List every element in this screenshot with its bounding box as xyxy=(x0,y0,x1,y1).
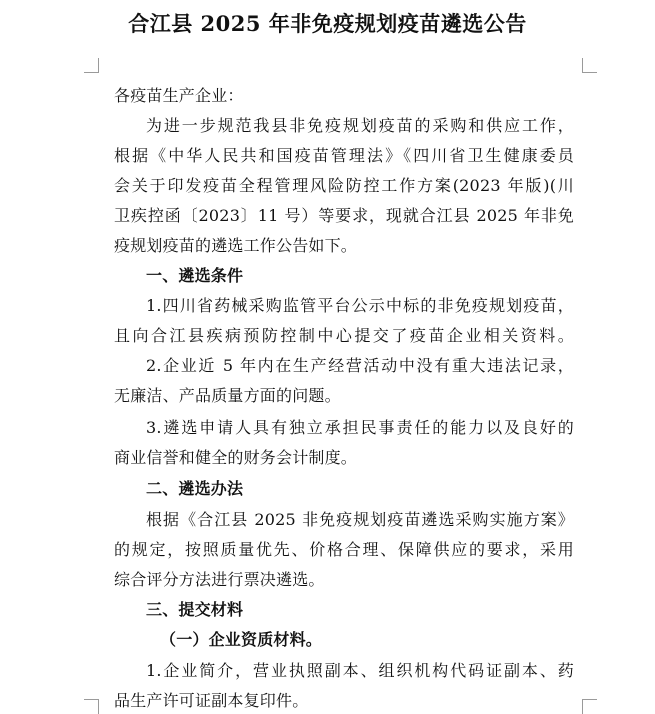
margin-corner-top-left xyxy=(84,58,99,73)
margin-corner-top-right xyxy=(582,58,597,73)
document-title: 合江县 2025 年非免疫规划疫苗遴选公告 xyxy=(128,11,527,36)
body-line: 根据《合江县 2025 非免疫规划疫苗遴选采购实施方案》 xyxy=(146,510,574,529)
body-line: 3.遴选申请人具有独立承担民事责任的能力以及良好的 xyxy=(146,418,574,437)
subsection-heading: （一）企业资质材料。 xyxy=(160,630,323,649)
body-line: 2.企业近 5 年内在生产经营活动中没有重大违法记录， xyxy=(146,356,574,375)
margin-corner-bottom-left xyxy=(84,699,99,714)
body-line: 疫规划疫苗的遴选工作公告如下。 xyxy=(114,236,358,255)
body-line: 1.四川省药械采购监管平台公示中标的非免疫规划疫苗， xyxy=(146,296,574,315)
section-heading: 三、提交材料 xyxy=(146,600,244,619)
body-line: 的规定，按照质量优先、价格合理、保障供应的要求，采用 xyxy=(114,540,574,559)
body-line: 商业信誉和健全的财务会计制度。 xyxy=(114,448,358,467)
section-heading: 二、遴选办法 xyxy=(146,479,244,498)
body-line: 根据《中华人民共和国疫苗管理法》《四川省卫生健康委员 xyxy=(114,146,574,165)
body-line: 且向合江县疾病预防控制中心提交了疫苗企业相关资料。 xyxy=(114,326,574,345)
body-line: 为进一步规范我县非免疫规划疫苗的采购和供应工作， xyxy=(146,116,574,135)
margin-corner-bottom-right xyxy=(582,699,597,714)
body-line: 会关于印发疫苗全程管理风险防控工作方案(2023 年版)(川 xyxy=(114,176,574,195)
section-heading: 一、遴选条件 xyxy=(146,266,244,285)
body-line: 综合评分方法进行票决遴选。 xyxy=(114,570,325,589)
body-line: 卫疾控函〔2023〕11 号）等要求，现就合江县 2025 年非免 xyxy=(114,206,574,225)
salutation: 各疫苗生产企业： xyxy=(114,86,244,105)
body-line: 1.企业简介，营业执照副本、组织机构代码证副本、药 xyxy=(146,661,574,680)
body-line: 无廉洁、产品质量方面的问题。 xyxy=(114,386,341,405)
body-line: 品生产许可证副本复印件。 xyxy=(114,691,309,710)
